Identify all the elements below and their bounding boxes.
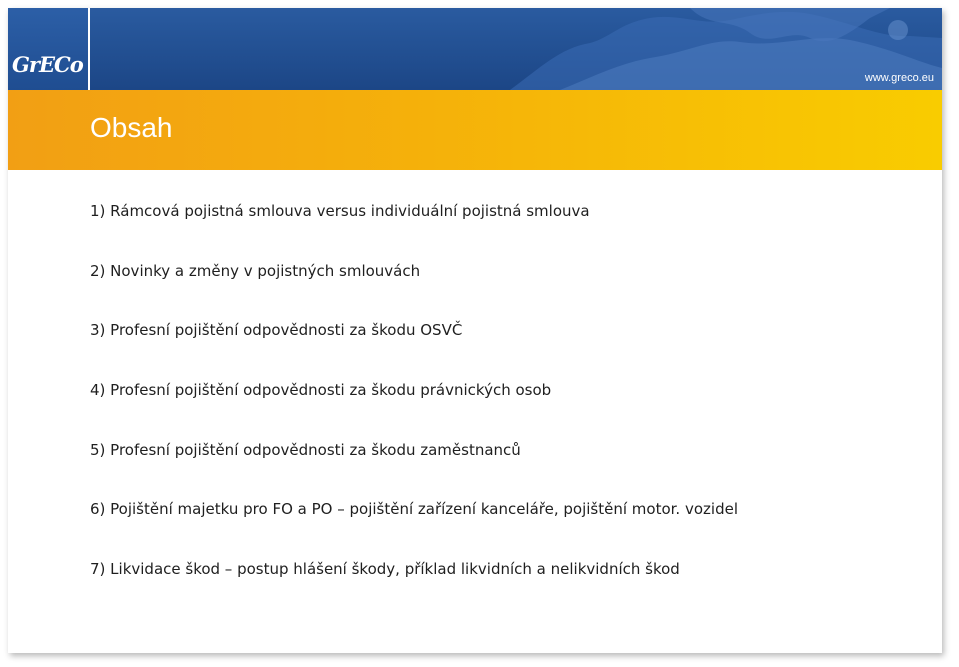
list-item: 1) Rámcová pojistná smlouva versus individuální pojistná smlouva bbox=[90, 202, 590, 220]
logo-text: GrECo bbox=[12, 52, 83, 77]
list-item: 4) Profesní pojištění odpovědnosti za škodu právnických osob bbox=[90, 381, 552, 400]
title-band bbox=[8, 90, 942, 170]
list-item: 2) Novinky a změny v pojistných smlouvách bbox=[90, 261, 421, 280]
website-link[interactable]: www.greco.eu bbox=[864, 72, 934, 84]
list-item: 7) Likvidace škod – postup hlášení škody, příklad likvidních a nelikvidních škod bbox=[90, 560, 680, 579]
slide-title: Obsah bbox=[90, 112, 173, 143]
contents-list bbox=[90, 201, 738, 619]
slide bbox=[8, 8, 942, 653]
logo bbox=[8, 8, 90, 90]
list-item: 5) Profesní pojištění odpovědnosti za škodu zaměstnanců bbox=[90, 440, 521, 459]
europe-map-graphic bbox=[90, 8, 942, 90]
list-item: 6) Pojištění majetku pro FO a PO – pojištění zařízení kanceláře, pojištění motor. vozidel bbox=[90, 500, 738, 519]
header-bar bbox=[8, 8, 942, 90]
list-item: 3) Profesní pojištění odpovědnosti za škodu OSVČ bbox=[90, 321, 463, 340]
